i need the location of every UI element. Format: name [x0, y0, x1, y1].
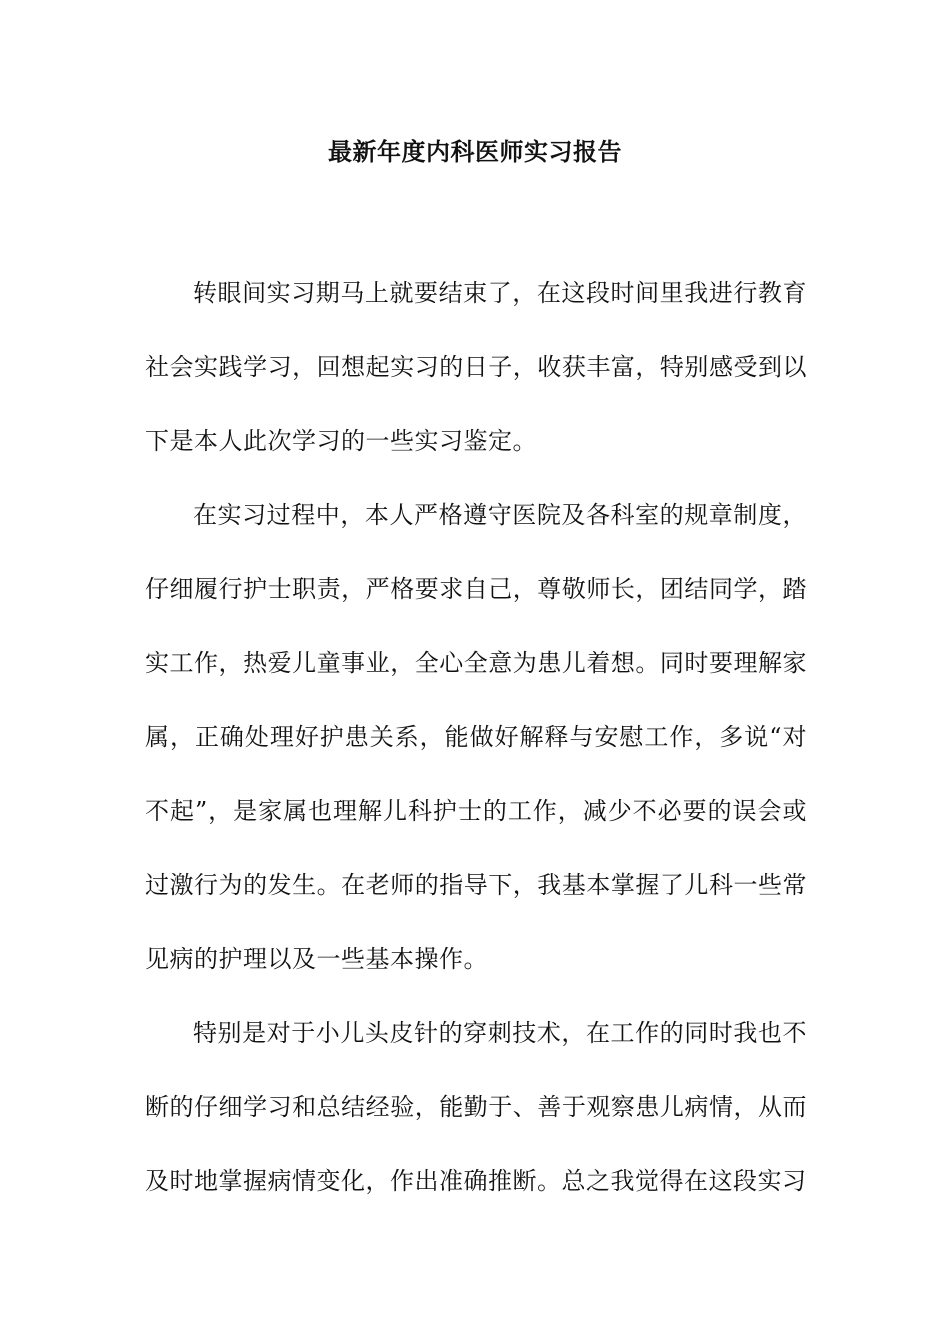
- paragraph-internship-process: 在实习过程中，本人严格遵守医院及各科室的规章制度，仔细履行护士职责，严格要求自己，尊敬师长，团结同学，踏实工作，热爱儿童事业，全心全意为患儿着想。同时要理解家属，正确处理好护患关系，能做好解释与安慰工作，多说“对不起”，是家属也理解儿科护士的工作，减少不必要的误会或过激行为的发生。在老师的指导下，我基本掌握了儿科一些常见病的护理以及一些基本操作。: [145, 501, 807, 973]
- paragraph-scalp-needle-skill: 特别是对于小儿头皮针的穿刺技术，在工作的同时我也不断的仔细学习和总结经验，能勤于、善于观察患儿病情，从而及时地掌握病情变化，作出准确推断。总之我觉得在这段实习: [145, 1019, 807, 1195]
- document-body: [145, 256, 807, 1218]
- paragraph-internship-ending: 转眼间实习期马上就要结束了，在这段时间里我进行教育社会实践学习，回想起实习的日子，收获丰富，特别感受到以下是本人此次学习的一些实习鉴定。: [145, 279, 807, 455]
- document-title: 最新年度内科医师实习报告: [328, 137, 622, 166]
